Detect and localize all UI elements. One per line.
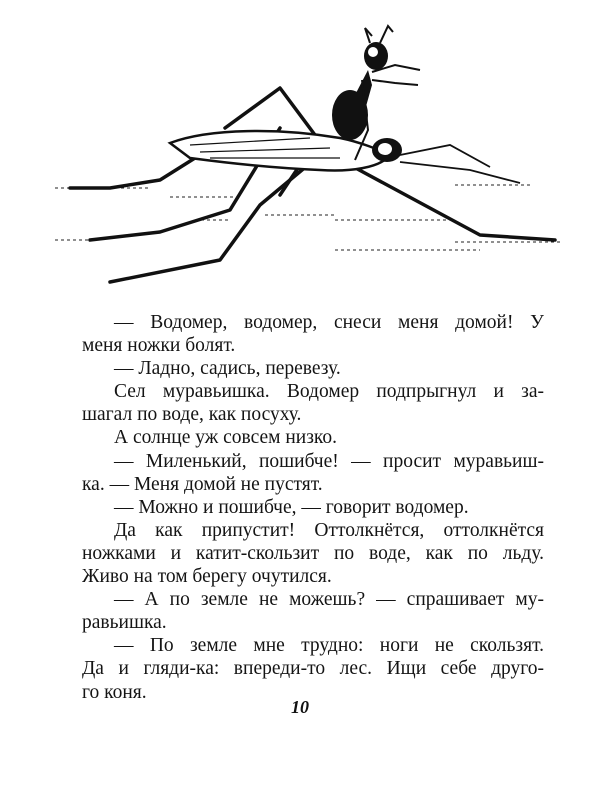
text-line: ка. — Меня домой не пустят.: [82, 473, 323, 495]
text-line: меня ножки болят.: [82, 335, 236, 357]
text-line: — Ладно, садись, перевезу.: [114, 358, 341, 380]
text-line: Да как припустит! Оттолкнётся, оттолкнётся: [114, 519, 544, 541]
text-line: Живо на том берегу очутился.: [82, 566, 332, 588]
text-line: — Можно и пошибче, — говорит водомер.: [114, 496, 469, 518]
illustration-drawing: [50, 10, 570, 300]
page-number: 10: [291, 697, 309, 717]
text-line: — Миленький, пошибче! — просит муравьиш-: [114, 450, 544, 472]
text-line: Да и гляди-ка: впереди-то лес. Ищи себе друго-: [82, 658, 544, 680]
ant-on-water-strider-illustration: [50, 10, 570, 300]
text-line: равьишка.: [82, 612, 167, 634]
text-line: А солнце уж совсем низко.: [114, 427, 338, 449]
story-text: [82, 311, 544, 704]
text-line: — А по земле не можешь? — спрашивает му-: [114, 589, 544, 611]
text-line: Сел муравьишка. Водомер подпрыгнул и за-: [114, 381, 544, 403]
text-line: — Водомер, водомер, снеси меня домой! У: [114, 312, 544, 333]
text-line: ножками и катит-скользит по воде, как по льду.: [82, 542, 544, 564]
text-line: шагал по воде, как посуху.: [82, 404, 302, 426]
text-line: — По земле мне трудно: ноги не скользят.: [114, 635, 544, 657]
paragraph-lines: [82, 311, 544, 704]
text-line: го коня.: [82, 681, 147, 703]
